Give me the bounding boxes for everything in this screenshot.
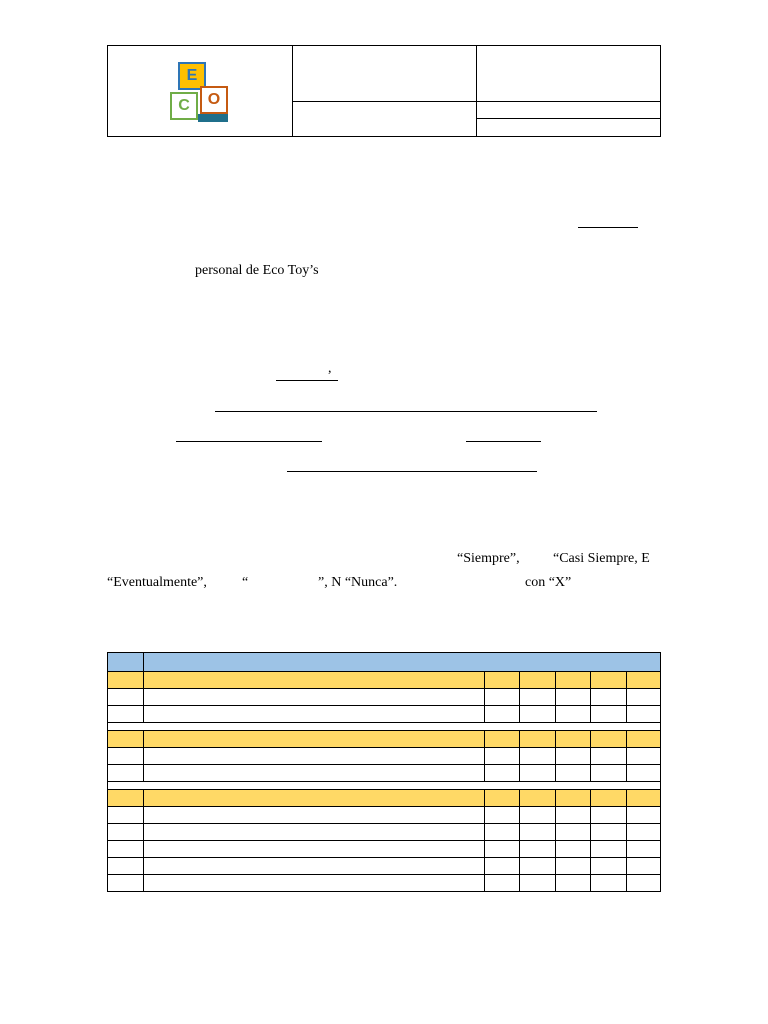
table-section-row (107, 790, 661, 807)
table-cell-divider (590, 858, 591, 874)
table-cell-divider (590, 672, 591, 688)
table-cell-divider (519, 689, 520, 705)
logo-block-c: C (170, 92, 198, 120)
table-cell-divider (484, 731, 485, 747)
table-section-row (107, 731, 661, 748)
table-cell-divider (519, 807, 520, 823)
table-cell-divider (555, 790, 556, 806)
table-cell-divider (519, 748, 520, 764)
table-cell-divider (626, 790, 627, 806)
table-cell-divider (484, 765, 485, 781)
table-cell-divider (143, 790, 144, 806)
table-cell-divider (590, 841, 591, 857)
table-cell-divider (555, 706, 556, 722)
table-cell-divider (555, 672, 556, 688)
table-cell-divider (143, 689, 144, 705)
table-row (107, 841, 661, 858)
table-row (107, 706, 661, 723)
table-cell-divider (626, 706, 627, 722)
table-cell-divider (519, 672, 520, 688)
table-cell-divider (626, 824, 627, 840)
table-spacer-row (107, 782, 661, 790)
table-cell-divider (519, 731, 520, 747)
table-cell-divider (590, 689, 591, 705)
logo-block-o: O (200, 86, 228, 114)
table-cell-divider (555, 841, 556, 857)
table-header-row (107, 652, 661, 672)
table-cell-divider (484, 689, 485, 705)
table-cell-divider (626, 748, 627, 764)
table-cell-divider (555, 731, 556, 747)
table-cell-divider (484, 824, 485, 840)
table-cell-divider (143, 672, 144, 688)
table-row (107, 875, 661, 892)
table-cell-divider (590, 731, 591, 747)
table-section-row (107, 672, 661, 689)
table-cell-divider (519, 824, 520, 840)
table-cell-divider (143, 653, 144, 671)
table-cell-divider (590, 875, 591, 891)
table-cell-divider (484, 807, 485, 823)
table-cell-divider (626, 841, 627, 857)
table-cell-divider (484, 706, 485, 722)
table-cell-divider (484, 672, 485, 688)
table-cell-divider (590, 824, 591, 840)
header-divider (292, 101, 660, 102)
header-divider (476, 118, 660, 119)
table-cell-divider (555, 748, 556, 764)
table-cell-divider (555, 824, 556, 840)
blank-line (276, 380, 338, 381)
table-cell-divider (143, 748, 144, 764)
instruction-text: ”, N “Nunca”. (318, 575, 398, 590)
table-spacer-row (107, 723, 661, 731)
blank-line (176, 441, 322, 442)
table-cell-divider (626, 765, 627, 781)
table-row (107, 807, 661, 824)
table-cell-divider (143, 841, 144, 857)
evaluation-table (107, 652, 661, 892)
body-text: , (328, 361, 332, 376)
table-cell-divider (626, 807, 627, 823)
logo-base (198, 114, 228, 122)
table-cell-divider (519, 841, 520, 857)
table-cell-divider (626, 858, 627, 874)
instruction-text: “Eventualmente”, (107, 575, 207, 590)
table-cell-divider (143, 858, 144, 874)
table-cell-divider (626, 672, 627, 688)
table-cell-divider (519, 790, 520, 806)
instruction-text: con “X” (525, 575, 572, 590)
table-cell-divider (555, 858, 556, 874)
header-divider (292, 46, 293, 136)
table-cell-divider (519, 706, 520, 722)
table-cell-divider (519, 858, 520, 874)
table-row (107, 824, 661, 841)
table-cell-divider (590, 807, 591, 823)
eco-toys-logo (168, 58, 230, 124)
table-cell-divider (590, 748, 591, 764)
table-cell-divider (484, 875, 485, 891)
table-cell-divider (555, 689, 556, 705)
body-text: personal de Eco Toy’s (195, 263, 319, 278)
table-cell-divider (143, 824, 144, 840)
table-cell-divider (484, 841, 485, 857)
table-cell-divider (590, 790, 591, 806)
table-cell-divider (484, 858, 485, 874)
table-cell-divider (590, 706, 591, 722)
table-cell-divider (555, 765, 556, 781)
table-row (107, 748, 661, 765)
table-cell-divider (626, 689, 627, 705)
header-divider (476, 46, 477, 136)
table-cell-divider (484, 790, 485, 806)
table-row (107, 858, 661, 875)
table-cell-divider (519, 875, 520, 891)
table-cell-divider (626, 731, 627, 747)
table-cell-divider (519, 765, 520, 781)
blank-line (578, 227, 638, 228)
blank-line (215, 411, 597, 412)
table-row (107, 689, 661, 706)
logo-block-e: E (178, 62, 206, 90)
table-cell-divider (590, 765, 591, 781)
table-cell-divider (143, 706, 144, 722)
instruction-text: “Siempre”, (457, 551, 520, 566)
table-cell-divider (626, 875, 627, 891)
table-cell-divider (555, 807, 556, 823)
blank-line (466, 441, 541, 442)
table-cell-divider (143, 807, 144, 823)
instruction-text: “Casi Siempre, E (553, 551, 650, 566)
table-cell-divider (143, 765, 144, 781)
table-cell-divider (484, 748, 485, 764)
blank-line (287, 471, 537, 472)
table-cell-divider (143, 731, 144, 747)
table-cell-divider (143, 875, 144, 891)
table-cell-divider (555, 875, 556, 891)
instruction-text: “ (242, 575, 249, 590)
table-row (107, 765, 661, 782)
